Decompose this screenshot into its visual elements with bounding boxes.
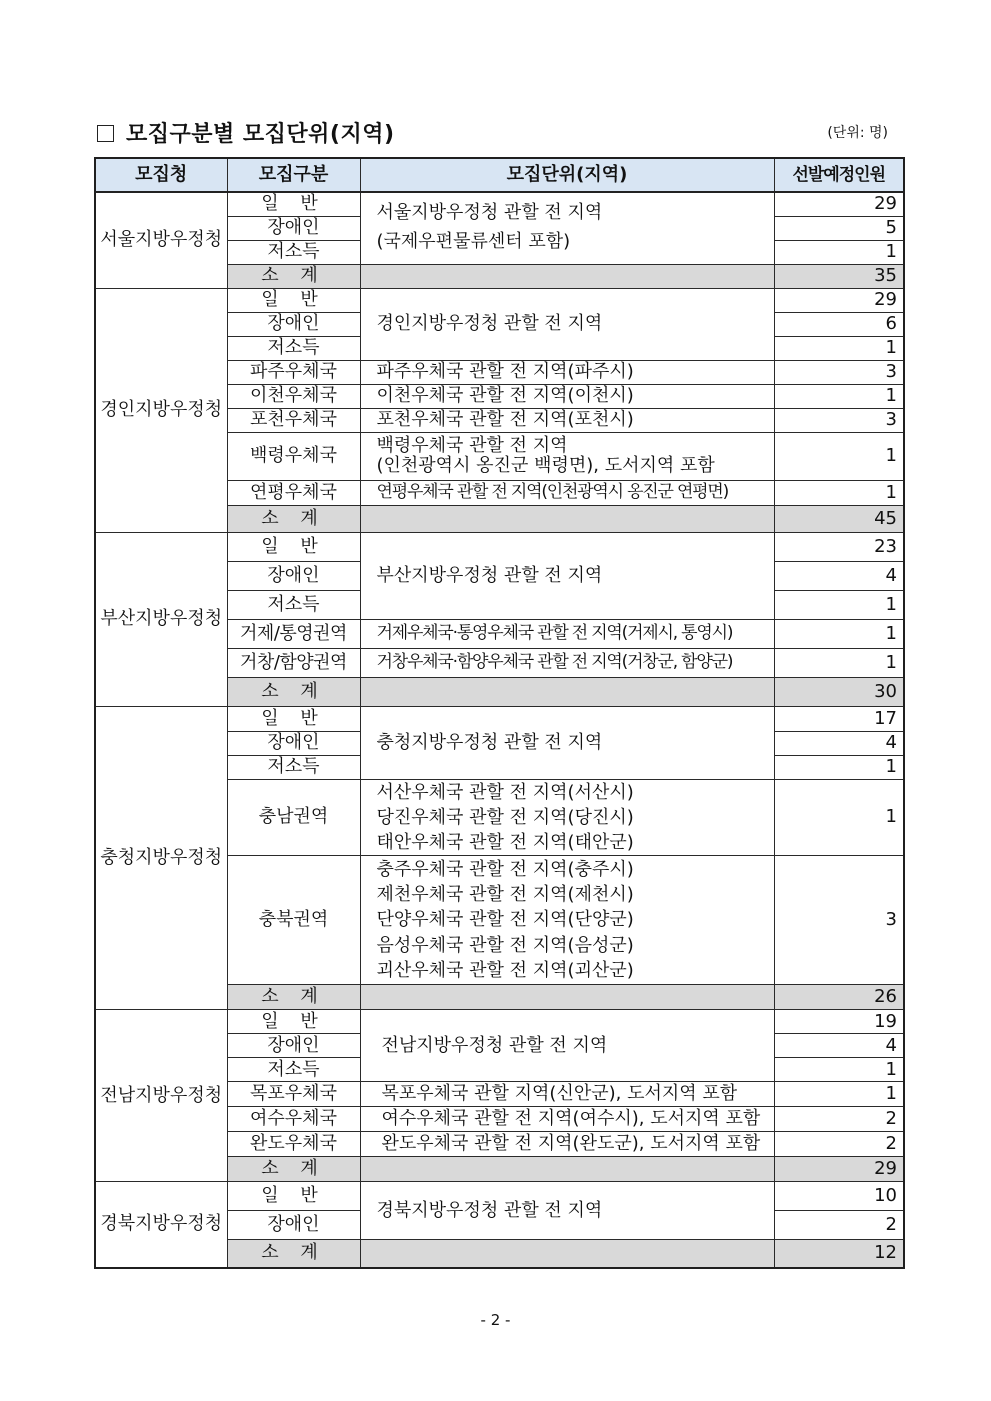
count-cell: 2 [774, 1211, 904, 1240]
count-cell: 2 [774, 1107, 904, 1132]
area-cell: 파주우체국 관할 전 지역(파주시) [360, 360, 774, 384]
category-cell: 장애인 [227, 731, 360, 755]
category-cell: 일 반 [227, 288, 360, 312]
count-cell: 3 [774, 856, 904, 985]
count-cell: 6 [774, 312, 904, 336]
count-cell: 19 [774, 1010, 904, 1034]
category-cell: 저소득 [227, 590, 360, 619]
count-cell: 1 [774, 590, 904, 619]
section-title [97, 117, 395, 148]
category-cell: 충남권역 [227, 779, 360, 856]
category-cell: 이천우체국 [227, 384, 360, 408]
subtotal-count: 12 [774, 1240, 904, 1268]
category-cell: 파주우체국 [227, 360, 360, 384]
area-cell: 백령우체국 관할 전 지역 (인천광역시 옹진군 백령면), 도서지역 포함 [360, 432, 774, 480]
category-cell: 저소득 [227, 336, 360, 360]
count-cell: 29 [774, 288, 904, 312]
table-header-row [95, 158, 904, 192]
count-cell: 1 [774, 1082, 904, 1107]
area-cell: 경인지방우정청 관할 전 지역 [360, 288, 774, 360]
header-count: 선발예정인원 [774, 158, 904, 192]
subtotal-count: 30 [774, 677, 904, 706]
count-cell: 2 [774, 1132, 904, 1157]
count-cell: 10 [774, 1182, 904, 1211]
subtotal-blank [360, 1157, 774, 1182]
subtotal-count: 35 [774, 264, 904, 288]
table-row [95, 1010, 904, 1034]
count-cell: 1 [774, 648, 904, 677]
count-cell: 1 [774, 755, 904, 779]
subtotal-blank [360, 505, 774, 532]
subtotal-label: 소 계 [227, 1157, 360, 1182]
category-cell: 일 반 [227, 1182, 360, 1211]
subtotal-blank [360, 677, 774, 706]
count-cell: 4 [774, 731, 904, 755]
table-row [95, 1182, 904, 1211]
table-row [95, 706, 904, 731]
category-cell: 일 반 [227, 1010, 360, 1034]
office-cell: 전남지방우정청 [95, 1010, 227, 1182]
subtotal-blank [360, 264, 774, 288]
category-cell: 장애인 [227, 216, 360, 240]
category-cell: 여수우체국 [227, 1107, 360, 1132]
area-cell: 서산우체국 관할 전 지역(서산시) 당진우체국 관할 전 지역(당진시) 태안우체국 관할 전 지역(태안군) [360, 779, 774, 856]
count-cell: 1 [774, 480, 904, 505]
category-cell: 장애인 [227, 312, 360, 336]
office-cell: 충청지방우정청 [95, 706, 227, 1010]
count-cell: 1 [774, 779, 904, 856]
table-row [95, 288, 904, 312]
category-cell: 목포우체국 [227, 1082, 360, 1107]
subtotal-count: 45 [774, 505, 904, 532]
count-cell: 3 [774, 408, 904, 432]
category-cell: 완도우체국 [227, 1132, 360, 1157]
count-cell: 4 [774, 561, 904, 590]
office-cell: 부산지방우정청 [95, 532, 227, 706]
category-cell: 충북권역 [227, 856, 360, 985]
count-cell: 3 [774, 360, 904, 384]
section-title-text: 모집구분별 모집단위(지역) [126, 122, 395, 147]
category-cell: 거창/함양권역 [227, 648, 360, 677]
count-cell: 1 [774, 384, 904, 408]
area-cell: 완도우체국 관할 전 지역(완도군), 도서지역 포함 [360, 1132, 774, 1157]
subtotal-label: 소 계 [227, 264, 360, 288]
subtotal-count: 29 [774, 1157, 904, 1182]
table-row [95, 532, 904, 561]
subtotal-label: 소 계 [227, 677, 360, 706]
count-cell: 1 [774, 240, 904, 264]
category-cell: 연평우체국 [227, 480, 360, 505]
area-cell: 연평우체국 관할 전 지역(인천광역시 옹진군 연평면) [360, 480, 774, 505]
category-cell: 저소득 [227, 1058, 360, 1082]
page-number: - 2 - [480, 1311, 511, 1329]
category-cell: 포천우체국 [227, 408, 360, 432]
area-cell: 서울지방우정청 관할 전 지역 (국제우편물류센터 포함) [360, 192, 774, 264]
area-cell: 이천우체국 관할 전 지역(이천시) [360, 384, 774, 408]
recruitment-table [94, 157, 905, 1269]
category-cell: 일 반 [227, 706, 360, 731]
area-cell: 거제우체국·통영우체국 관할 전 지역(거제시, 통영시) [360, 619, 774, 648]
area-cell: 경북지방우정청 관할 전 지역 [360, 1182, 774, 1240]
table-row [95, 192, 904, 216]
header-area: 모집단위(지역) [360, 158, 774, 192]
subtotal-label: 소 계 [227, 1240, 360, 1268]
office-cell: 경인지방우정청 [95, 288, 227, 532]
subtotal-blank [360, 985, 774, 1010]
subtotal-count: 26 [774, 985, 904, 1010]
area-cell: 목포우체국 관할 지역(신안군), 도서지역 포함 [360, 1082, 774, 1107]
area-cell: 포천우체국 관할 전 지역(포천시) [360, 408, 774, 432]
header-office: 모집청 [95, 158, 227, 192]
category-cell: 장애인 [227, 1211, 360, 1240]
subtotal-blank [360, 1240, 774, 1268]
count-cell: 17 [774, 706, 904, 731]
area-cell: 충주우체국 관할 전 지역(충주시) 제천우체국 관할 전 지역(제천시) 단양우체국 관할 전 지역(단양군) 음성우체국 관할 전 지역(음성군) 괴산우체국 관할 전 지역(괴산군) [360, 856, 774, 985]
area-cell: 여수우체국 관할 전 지역(여수시), 도서지역 포함 [360, 1107, 774, 1132]
category-cell: 일 반 [227, 532, 360, 561]
category-cell: 일 반 [227, 192, 360, 216]
count-cell: 1 [774, 619, 904, 648]
area-cell: 거창우체국·함양우체국 관할 전 지역(거창군, 함양군) [360, 648, 774, 677]
count-cell: 29 [774, 192, 904, 216]
office-cell: 서울지방우정청 [95, 192, 227, 288]
count-cell: 1 [774, 1058, 904, 1082]
count-cell: 1 [774, 432, 904, 480]
unit-note: (단위: 명) [827, 125, 888, 141]
category-cell: 백령우체국 [227, 432, 360, 480]
count-cell: 4 [774, 1034, 904, 1058]
area-cell: 전남지방우정청 관할 전 지역 [360, 1010, 774, 1082]
checkbox-square-icon [97, 125, 114, 142]
category-cell: 거제/통영권역 [227, 619, 360, 648]
category-cell: 저소득 [227, 240, 360, 264]
category-cell: 장애인 [227, 561, 360, 590]
area-cell: 충청지방우정청 관할 전 지역 [360, 706, 774, 779]
office-cell: 경북지방우정청 [95, 1182, 227, 1268]
count-cell: 5 [774, 216, 904, 240]
category-cell: 장애인 [227, 1034, 360, 1058]
subtotal-label: 소 계 [227, 985, 360, 1010]
subtotal-label: 소 계 [227, 505, 360, 532]
count-cell: 23 [774, 532, 904, 561]
category-cell: 저소득 [227, 755, 360, 779]
header-category: 모집구분 [227, 158, 360, 192]
area-cell: 부산지방우정청 관할 전 지역 [360, 532, 774, 619]
count-cell: 1 [774, 336, 904, 360]
